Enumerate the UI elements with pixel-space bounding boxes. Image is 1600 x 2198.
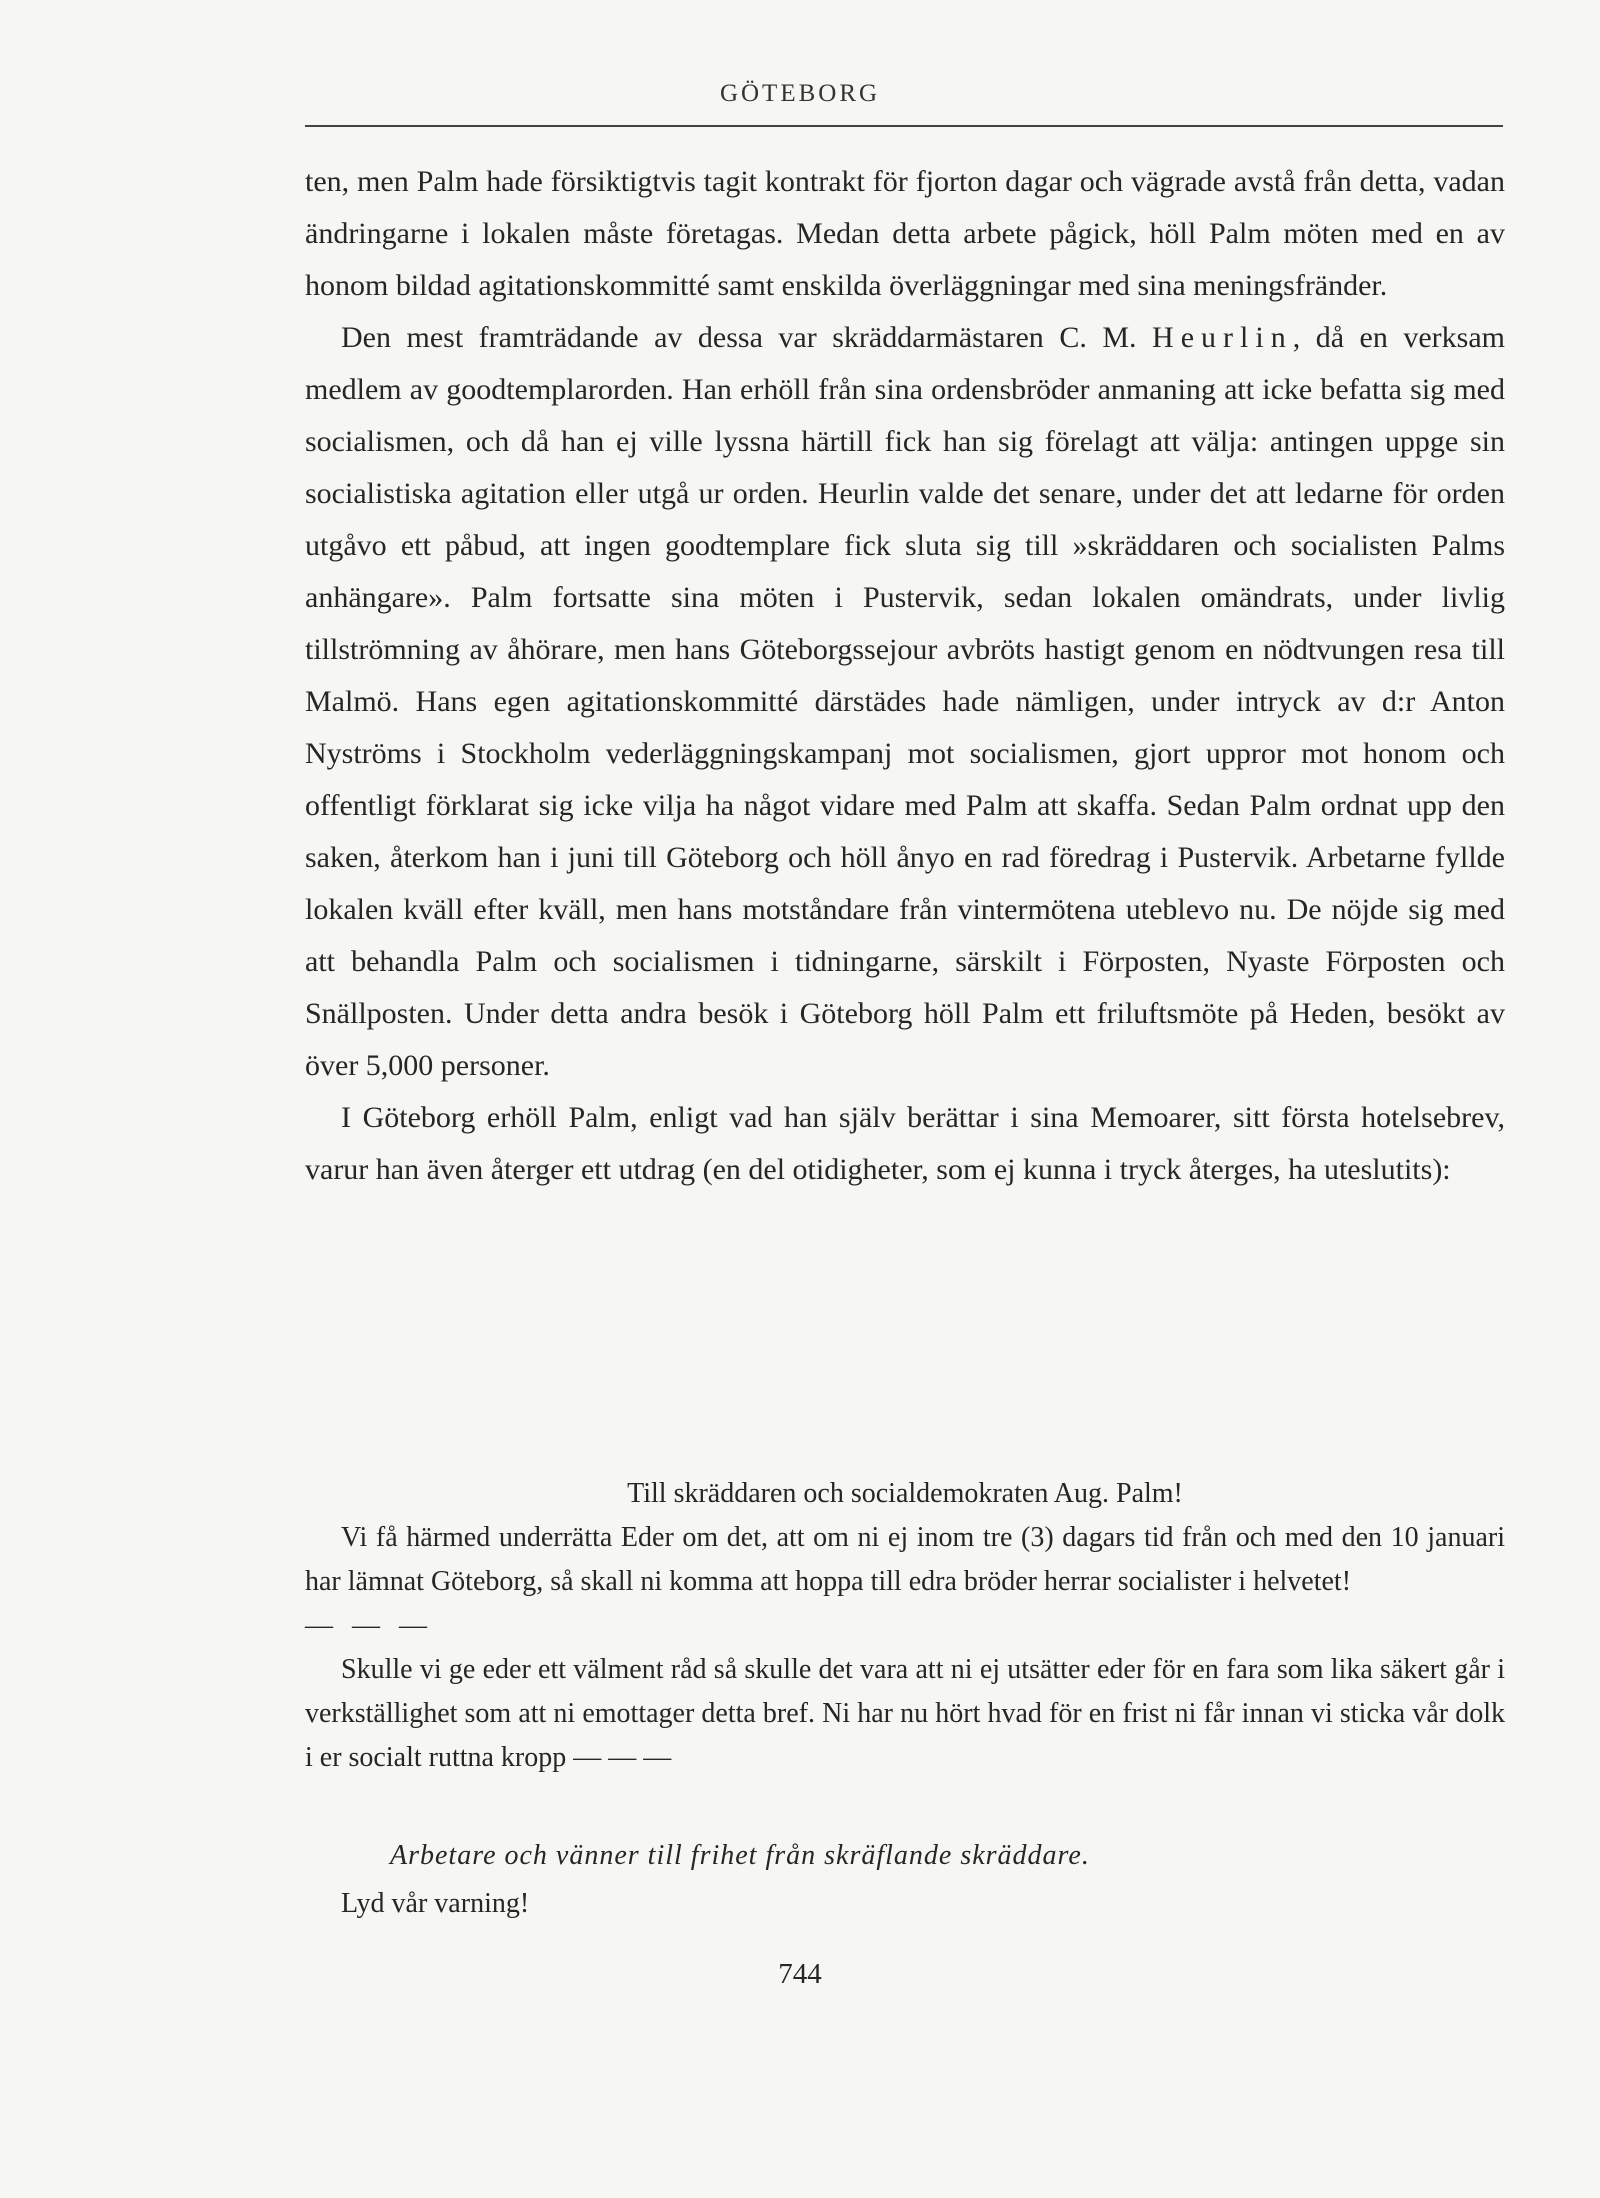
paragraph-2-start: Den mest framträdande av dessa var skräddarmästaren C. M. <box>341 321 1153 354</box>
paragraph-1: ten, men Palm hade försiktigtvis tagit kontrakt för fjorton dagar och vägrade avstå från detta, vadan ändringarne i lokalen måste företagas. Medan detta arbete pågick, höll Palm möten med en av honom bildad agitationskommitté samt enskilda överläggningar med sina meningsfränder. <box>305 165 1505 302</box>
letter-paragraph-1: Vi få härmed underrätta Eder om det, att om ni ej inom tre (3) dagars tid från och med den 10 januari har lämnat Göteborg, så skall ni komma att hoppa till edra bröder herrar socialister i helvetet! <box>305 1522 1505 1597</box>
letter-paragraph-2: Skulle vi ge eder ett välment råd så skulle det vara att ni ej utsätter eder för en fara som lika säkert går i verkställighet som att ni emottager detta bref. Ni har nu hört hvad för en frist ni får innan vi sticka vår dolk i er socialt ruttna kropp — — — <box>305 1654 1505 1773</box>
paragraph-2 <box>305 312 1505 1092</box>
page-number: 744 <box>778 1958 822 1990</box>
header-rule <box>305 125 1503 127</box>
letter-salutation: Till skräddaren och socialdemokraten Aug. Palm! <box>627 1478 1183 1509</box>
letter-signature: Arbetare och vänner till frihet från skräflande skräddare. <box>390 1840 1090 1871</box>
main-text <box>305 156 1505 1196</box>
letter-warning: Lyd vår varning! <box>341 1888 530 1919</box>
letter-separator: — — — <box>305 1610 433 1641</box>
quoted-letter <box>305 1472 1505 1780</box>
running-title: GÖTEBORG <box>719 80 881 107</box>
paragraph-3: I Göteborg erhöll Palm, enligt vad han själv berättar i sina Memoarer, sitt första hotelsebrev, varur han även återger ett utdrag (en del otidigheter, som ej kunna i tryck återges, ha uteslutits): <box>305 1101 1505 1186</box>
person-name-heurlin: Heurlin <box>1152 321 1293 354</box>
paragraph-2-rest: , då en verksam medlem av goodtemplarorden. Han erhöll från sina ordensbröder anmaning att icke befatta sig med socialismen, och då han ej ville lyssna härtill fick han sig förelagt att välja: antingen uppge sin socialistiska agitation eller utgå ur orden. Heurlin valde det senare, under det att ledarne för orden utgåvo ett påbud, att ingen goodtemplare fick sluta sig till »skräddaren och socialisten Palms anhängare». Palm fortsatte sina möten i Pustervik, sedan lokalen omändrats, under livlig tillströmning av åhörare, men hans Göteborgssejour avbröts hastigt genom en nödtvungen resa till Malmö. Hans egen agitationskommitté därstädes hade nämligen, under intryck av d:r Anton Nyströms i Stockholm vederläggningskampanj mot socialismen, gjort uppror mot honom och offentligt förklarat sig icke vilja ha något vidare med Palm att skaffa. Sedan Palm ordnat upp den saken, återkom han i juni till Göteborg och höll ånyo en rad föredrag i Pustervik. Arbetarne fyllde lokalen kväll efter kväll, men hans motståndare från vintermötena uteblevo nu. De nöjde sig med att behandla Palm och socialismen i tidningarne, särskilt i Förposten, Nyaste Förposten och Snällposten. Under detta andra besök i Göteborg höll Palm ett friluftsmöte på Heden, besökt av över 5,000 personer. <box>305 321 1505 1082</box>
